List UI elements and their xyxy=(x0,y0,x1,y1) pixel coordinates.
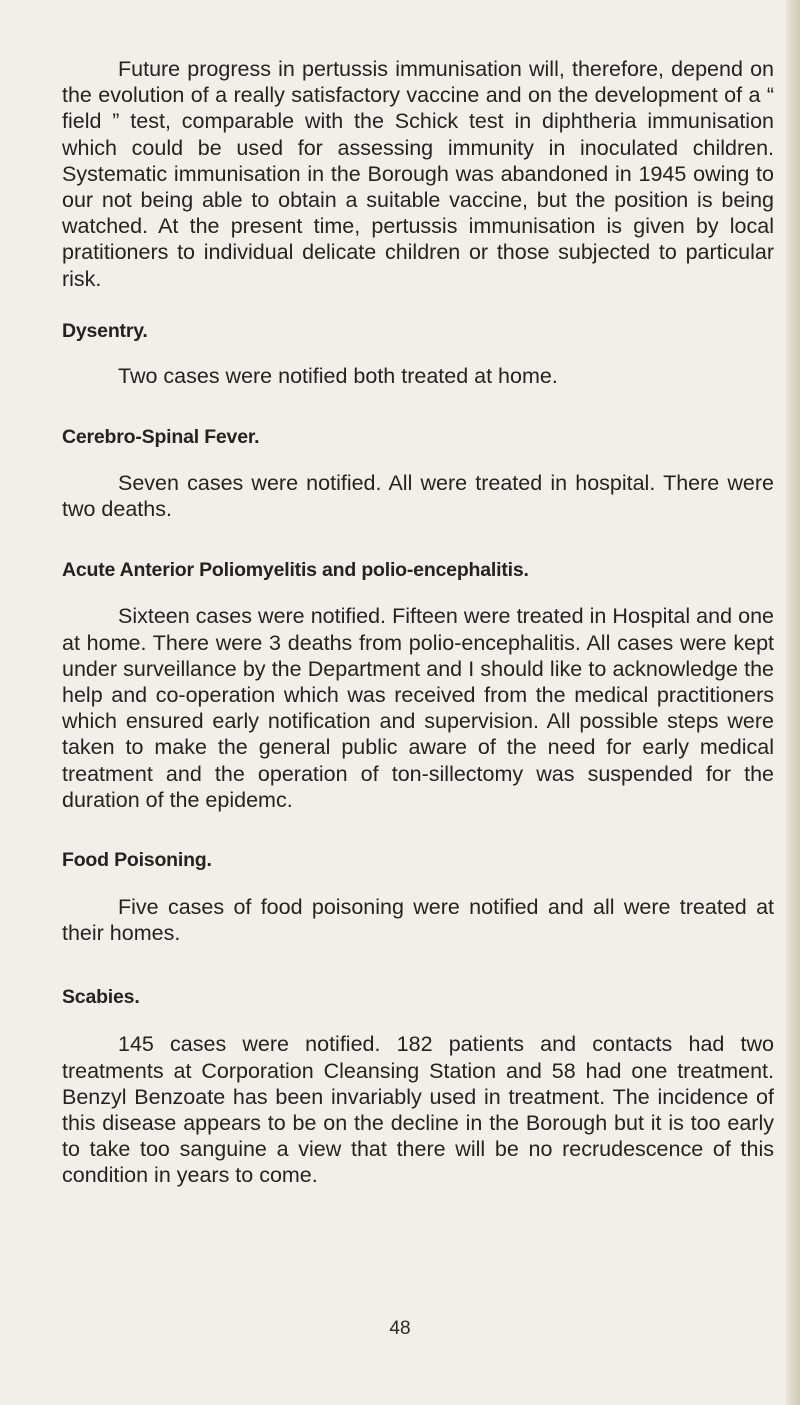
paragraph-dysentry: Two cases were notified both treated at home. xyxy=(118,363,558,388)
intro-paragraph: Future progress in pertussis immunisation will, therefore, depend on the evolution of a really satisfactory vaccine and on the development of a “ field ” test, comparable with the Schick test in diphtheria immunisation which could be used for assessing immunity in inoculated children. Systematic immunisation in the Borough was abandoned in 1945 owing to our not being able to obtain a suitable vaccine, but the position is being watched. At the present time, pertussis immunisation is given by local pratitioners to individual delicate children or those subjected to particular risk. xyxy=(62,57,774,291)
heading-food-poisoning: Food Poisoning. xyxy=(62,849,212,872)
document-body xyxy=(62,56,774,1189)
paragraph-scabies: 145 cases were notified. 182 patients and contacts had two treatments at Corporation Cleansing Station and 58 had one treatment. Benzyl Benzoate has been invariably used in treatment. The incidence of this disease appears to be on the decline in the Borough but it is too early to take too sanguine a view that there will be no recrudescence of this condition in years to come. xyxy=(62,1032,774,1188)
heading-poliomyelitis: Acute Anterior Poliomyelitis and polio-encephalitis. xyxy=(62,559,529,582)
paragraph-poliomyelitis: Sixteen cases were notified. Fifteen were treated in Hospital and one at home. There were 3 deaths from polio-encephalitis. All cases were kept under surveillance by the Department and I should like to acknowledge the help and co-operation which was received from the medical practitioners which ensured early notification and supervision. All possible steps were taken to make the general public aware of the need for early medical treatment and the operation of ton-sillectomy was suspended for the duration of the epidemc. xyxy=(62,604,774,812)
heading-scabies: Scabies. xyxy=(62,986,140,1009)
heading-dysentry: Dysentry. xyxy=(62,319,148,342)
page-edge xyxy=(786,0,800,1405)
page-number: 48 xyxy=(389,1318,411,1339)
paragraph-cerebro-spinal-fever: Seven cases were notified. All were treated in hospital. There were two deaths. xyxy=(62,471,774,522)
heading-cerebro-spinal-fever: Cerebro-Spinal Fever. xyxy=(62,426,260,449)
paragraph-food-poisoning: Five cases of food poisoning were notified and all were treated at their homes. xyxy=(62,895,774,946)
